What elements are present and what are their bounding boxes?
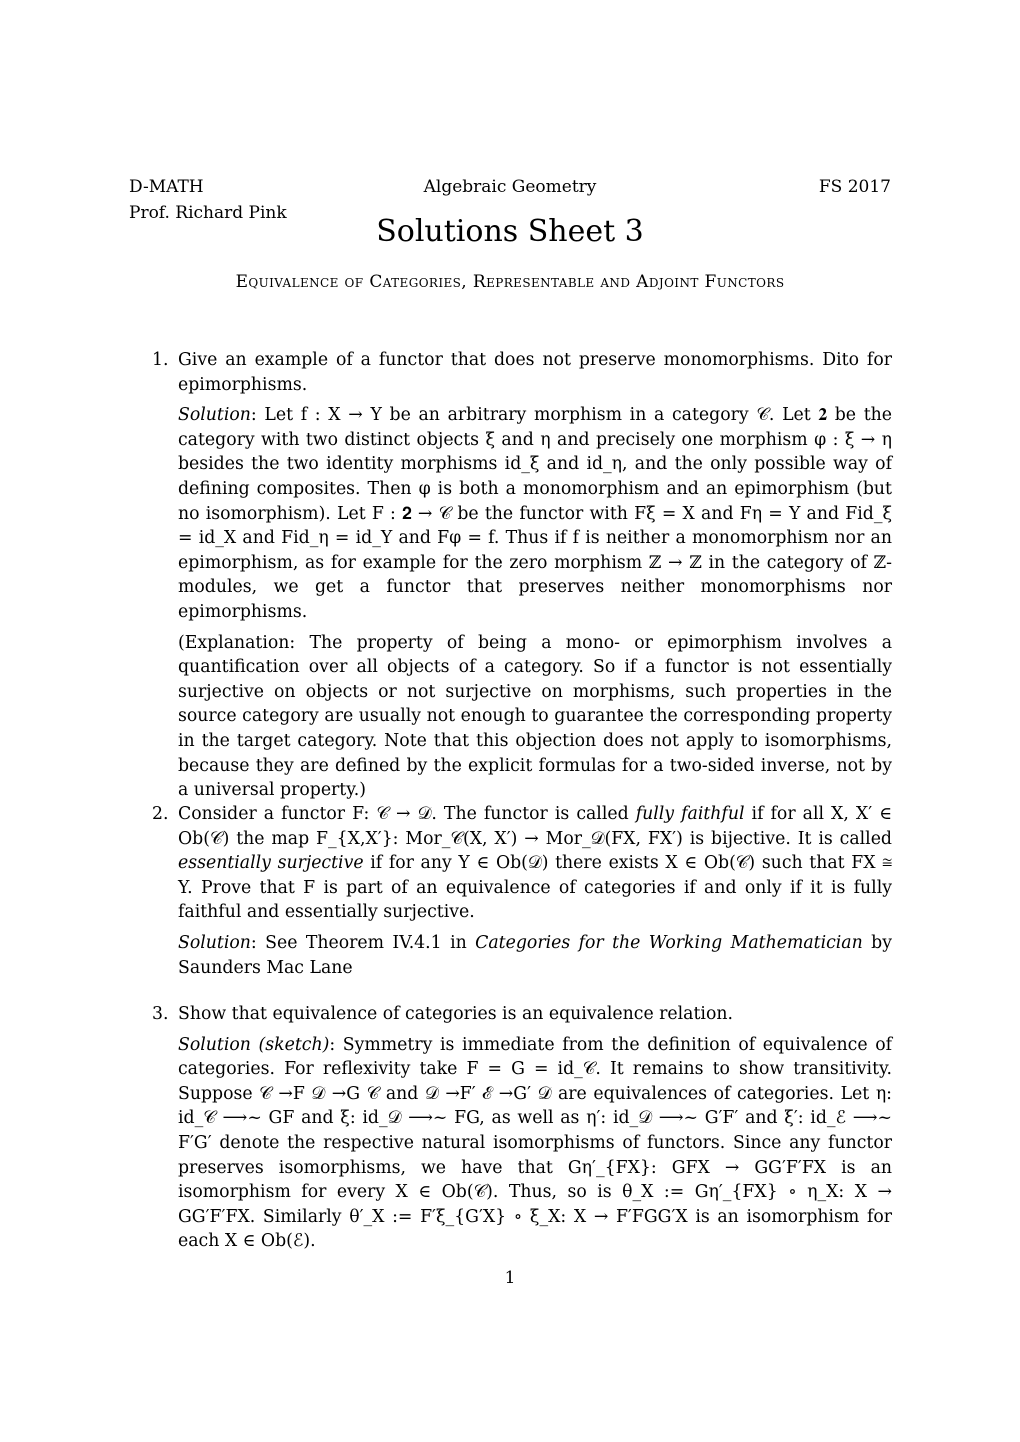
solution-label: Solution [178,932,251,953]
solution-text: : Symmetry is immediate from the definition of equivalence of categories. For reflexivity take F = G = id_𝒞. It remains to show transitivity. Suppose 𝒞 →F 𝒟 →G 𝒞 and 𝒟 →F′ ℰ →G′ 𝒟 are equivalences of categories. Let η: id_𝒞 ⟶~ GF and ξ: id_𝒟 ⟶~ FG, as well as η′: id_𝒟 ⟶~ G′F′ and ξ′: id_ℰ ⟶~ F′G′ denote the respective natural isomorphisms of functors. Since any functor preserves isomorphisms, we have that Gη′_{FX}: GFX → GG′F′FX is an isomorphism for every X ∈ Ob(𝒞). Thus, so is θ_X := Gη′_{FX} ∘ η_X: X → GG′F′FX. Similarly θ′_X := F′ξ_{G′X} ∘ ξ_X: X → F′FGG′X is an isomorphism for each X ∈ Ob(ℰ). [178,1034,893,1252]
problem-number: 3. [152,1004,169,1024]
page-subtitle: Equivalence of Categories, Representable and Adjoint Functors [235,272,785,292]
problem-solution [178,1033,892,1254]
problem-statement: Show that equivalence of categories is an equivalence relation. [178,1004,733,1024]
statement-part: if for any Y ∈ Ob(𝒟) there exists X ∈ Ob(𝒞) such that FX ≅ Y. Prove that F is part of an equivalence of categories if and only if it is fully faithful and essentially surjective. [178,853,892,923]
defined-term: essentially surjective [178,853,364,874]
solution-text: by Saunders Mac Lane [178,932,892,978]
statement-part: if for all X, X′ ∈ Ob(𝒞) the map F_{X,X′}: Mor_𝒞(X, X′) → Mor_𝒟(FX, FX′) is bijective. It is called [178,804,892,849]
solution-label: Solution [178,405,251,426]
problem-number: 1. [152,350,169,370]
statement-part: Consider a functor F: 𝒞 → 𝒟. The functor is called [178,804,636,824]
page-number: 1 [504,1268,516,1288]
header-term: FS 2017 [818,177,891,197]
solution-label: Solution (sketch) [178,1034,330,1055]
problem-3 [152,1002,892,1260]
problem-2 [152,802,892,986]
problem-statement [178,802,892,925]
header-dept: D-MATH [129,177,204,197]
problem-explanation: (Explanation: The property of being a mono- or epimorphism involves a quantification over all objects of a category. So if a functor is not essentially surjective on objects or not surjective on morphisms, such properties in the source category are usually not enough to guarantee the corresponding property in the target category. Note that this objection does not apply to isomorphisms, because they are defined by the explicit formulas for a two-sided inverse, not by a universal property.) [178,632,892,801]
header-professor: Prof. Richard Pink [129,203,287,223]
header-course: Algebraic Geometry [423,177,597,197]
solution-text: : See Theorem IV.4.1 in [250,932,476,953]
problem-1 [152,348,892,809]
book-title: Categories for the Working Mathematician [475,932,863,953]
solution-text: : Let f : X → Y be an arbitrary morphism in a category 𝒞. Let 𝟐 be the category with two distinct objects ξ and η and precisely one morphism φ : ξ → η besides the two identity morphisms id_ξ and id_η, and the only possible way of defining composites. Then φ is both a monomorphism and an epimorphism (but no isomorphism). Let F : 𝟐 → 𝒞 be the functor with Fξ = X and Fη = Y and Fid_ξ = id_X and Fid_η = id_Y and Fφ = f. Thus if f is neither a monomorphism nor an epimorphism, as for example for the zero morphism ℤ → ℤ in the category of ℤ-modules, we get a functor that preserves neither monomorphisms nor epimorphisms. [178,405,892,622]
problem-solution [178,931,892,980]
page-title: Solutions Sheet 3 [376,214,644,249]
defined-term: fully faithful [635,804,745,824]
problem-statement: Give an example of a functor that does not preserve monomorphisms. Dito for epimorphisms. [178,350,892,395]
problem-solution [178,403,892,624]
problem-number: 2. [152,804,169,824]
